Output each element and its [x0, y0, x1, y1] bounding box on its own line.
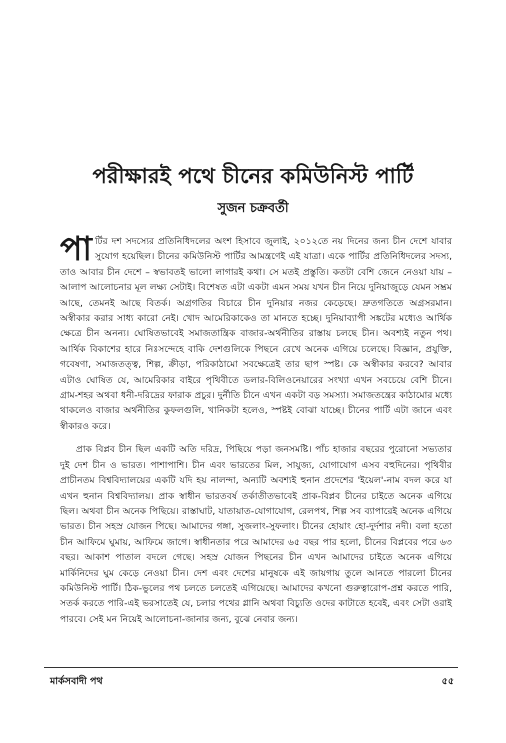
journal-name: মার্কসবাদী পথ	[50, 676, 103, 687]
article-title: পরীক্ষারই পথে চীনের কমিউনিস্ট পার্টি	[92, 164, 414, 188]
footer-divider	[44, 667, 458, 668]
author-name: সুজন চক্রবর্তী	[217, 201, 289, 216]
article-body	[60, 229, 452, 627]
page-number: ৫৫	[441, 676, 454, 687]
drop-cap: পা	[60, 229, 92, 268]
paragraph-2: প্রাক বিপ্লব চীন ছিল একটি অতি দরিদ্র, পিছিয়ে পড়া জনসমষ্টি। পাঁচ হাজার বছরের পুরোনো সভ্যতার দুই দেশ চীন ও ভারত। পাশাপাশি। চীন এবং ভারতের মিল, সাযুজ্য, যোগাযোগ এসব বহুদিনের। পৃথিবীর প্রাচীনতম বিশ্ববিদ্যালয়ের একটি যদি হয় নালন্দা, অন্যটি অবশ্যই হুনান প্রদেশের 'ইয়েল'-নাম বদল করে যা এখন হুনান বিশ্ববিদ্যালয়। প্রাক স্বাধীন ভারতবর্ষ তর্কাতীতভাবেই প্রাক-বিপ্লব চীনের চাইতে অনেক এগিয়ে ছিল। অথবা চীন অনেক পিছিয়ে। রাস্তাঘাট, যাতায়াত-যোগাযোগ, রেলপথ, শিল্প সব ব্যাপারেই অনেক এগিয়ে ভারত। চীন সহস্র যোজন পিছে। আমাদের গঙ্গা, সুজলাং-সুফলাং। চীনের হোয়াং হো-দুর্দশার নদী। বলা হতো চীন আফিমে ঘুমায়, আফিমে জাগে। স্বাধীনতার পরে আমাদের ৬৫ বছর পার হলো, চীনের বিপ্লবের পরে ৬৩ বছর। আকাশ পাতাল বদলে গেছে। সহস্র যোজন পিছনের চীন এখন আমাদের চাইতে অনেক এগিয়ে মার্কিনিদের ঘুম কেড়ে নেওয়া চীন। দেশ এবং দেশের মানুষকে এই জায়গায় তুলে আনতে পারলো চীনের কমিউনিস্ট পার্টি। ঠিক-ভুলের পথ চলতে চলতেই এগিয়েছে। আমাদের কখনো গুরুত্বারোপ-প্রশ্ন করতে পারি, সতর্ক করতে পারি-এই ভরসাতেই যে, চলার পথের গ্লানি অথবা বিচ্যুতি ওদের কাটাতে হবেই, এবং সেটা ওরাই পারবে। সেই মন নিয়েই আলোচনা-জানার জন্য, বুঝে নেবার জন্য।	[60, 444, 452, 625]
paragraph-1	[60, 229, 452, 434]
paragraph-1-text: র্টির দশ সদস্যের প্রতিনিধিদলের অংশ হিসাবে জুলাই, ২০১২তে নয় দিনের জন্য চীন দেশে যাবার সুযোগ হয়েছিল। চীনের কমিউনিস্ট পার্টির আমন্ত্রণেই এই যাত্রা। একে পার্টির প্রতিনিধিদলের সদস্য, তাও আবার চীন দেশে – স্বভাবতই ভালো লাগারই কথা। সে মতই প্রস্তুতি। কতটা বেশি জেনে নেওয়া যায় – আলাপ আলোচনার মূল লক্ষ্য সেটাই। বিশেষত এটা একটা এমন সময় যখন চীন নিয়ে দুনিয়াজুড়ে যেমন সম্ভ্রম আছে, তেমনই আছে বিতর্ক। অগ্রগতির বিচারে চীন দুনিয়ার নজর কেড়েছে। দ্রুতগতিতে অগ্রসরমান। অস্বীকার করার সাধ্য কারো নেই। খোদ আমেরিকাকেও তা মানতে হচ্ছে। দুনিয়াব্যাপী সঙ্কটের মধ্যেও আর্থিক ক্ষেত্রে চীন অনন্য। ঘোষিতভাবেই সমাজতান্ত্রিক বাজার-অর্থনীতির রাস্তায় চলছে চীন। অবশ্যই নতুন পথ। আর্থিক বিকাশের হারে নিঃসন্দেহে বাকি দেশগুলিকে পিছনে রেখে অনেক এগিয়ে চলেছে। বিজ্ঞান, প্রযুক্তি, গবেষণা, সমাজতত্ত্ব, শিল্প, ক্রীড়া, পরিকাঠামো সবক্ষেত্রেই তার ছাপ স্পষ্ট। কে অস্বীকার করবে? আবার এটাও ঘোষিত যে, আমেরিকার বাইরে পৃথিবীতে ডলার-বিলিওনেয়ারের সংখ্যা এখন সবচেয়ে বেশি চীনে। গ্রাম-শহর অথবা ধনী-দরিদ্রের ফারাক প্রচুর। দুর্নীতি চীনে এখন একটা বড় সমস্যা। সমাজতন্ত্রের কাঠামোর মধ্যে থাকলেও বাজার অর্থনীতির কুফলগুলি, খানিকটা হলেও, স্পষ্টই বোঝা যাচ্ছে। চীনের পার্টি এটা জানে এবং স্বীকারও করে।	[60, 236, 452, 432]
